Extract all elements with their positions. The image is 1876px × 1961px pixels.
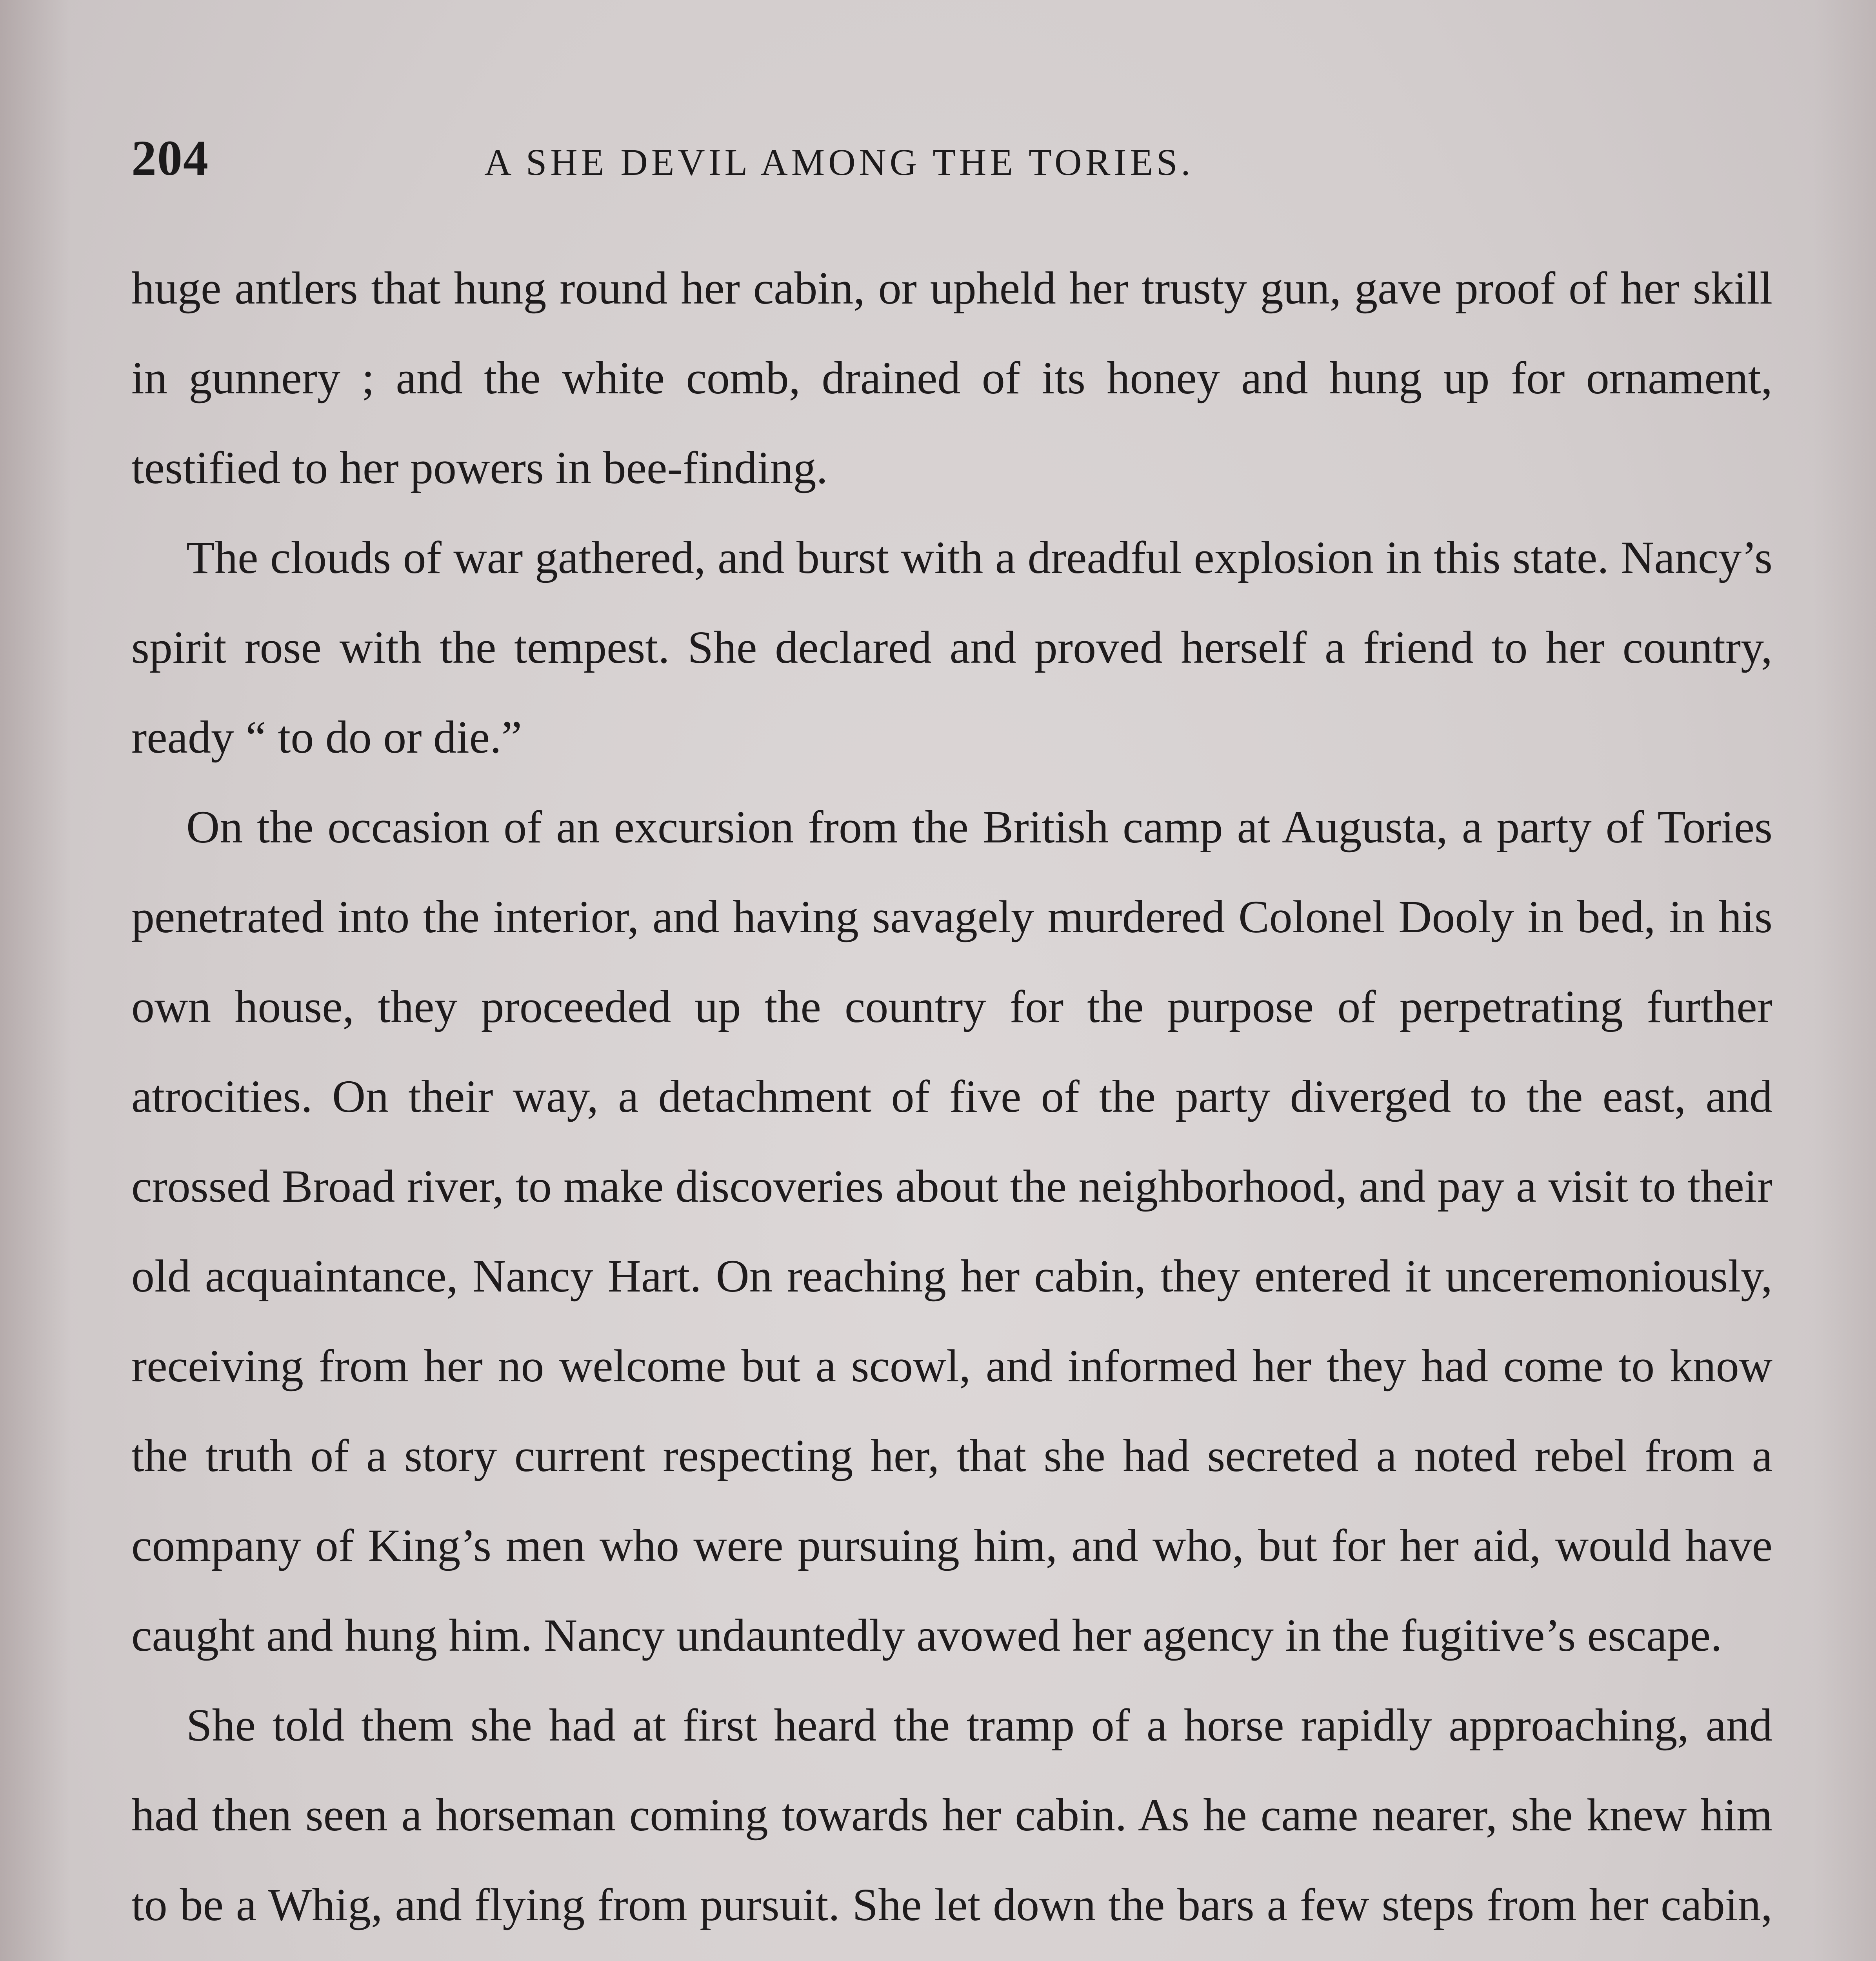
page-number: 204 [131, 130, 209, 186]
paragraph: On the occasion of an excursion from the British camp at Augusta, a party of Tories penetrated into the interior, and having savagely murdered Colonel Dooly in bed, in his own house, they proceeded up the country for the purpose of perpetrating further atrocities. On their way, a detachment of five of the party diverged to the east, and crossed Broad river, to make discoveries about the neighborhood, and pay a visit to their old acquaintance, Nancy Hart. On reaching her cabin, they entered it unceremoniously, receiving from her no welcome but a scowl, and informed her they had come to know the truth of a story current respecting her, that she had secreted a noted rebel from a company of King’s men who were pursuing him, and who, but for her aid, would have caught and hung him. Nancy undauntedly avowed her agency in the fugitive’s escape. [131, 801, 1772, 1661]
running-head: A SHE DEVIL AMONG THE TORIES. [484, 141, 1194, 183]
paragraph: She told them she had at first heard the tramp of a horse rapidly approaching, and had then seen a horseman coming towards her cabin. As he came nearer, she knew him to be a Whig, and flying from pursuit. She let down the bars a few steps from her cabin, [131, 1699, 1772, 1930]
paragraph: The clouds of war gathered, and burst with a dreadful explosion in this state. Nancy’s spirit rose with the tempest. She declared and proved herself a friend to her country, ready “ to do or die.” [131, 532, 1772, 763]
paragraph: huge antlers that hung round her cabin, or upheld her trusty gun, gave proof of her skill in gunnery ; and the white comb, drained of its honey and hung up for ornament, testified to her powers in bee-finding. [131, 262, 1772, 493]
page-header [131, 129, 1778, 192]
body-text [131, 243, 1772, 1961]
